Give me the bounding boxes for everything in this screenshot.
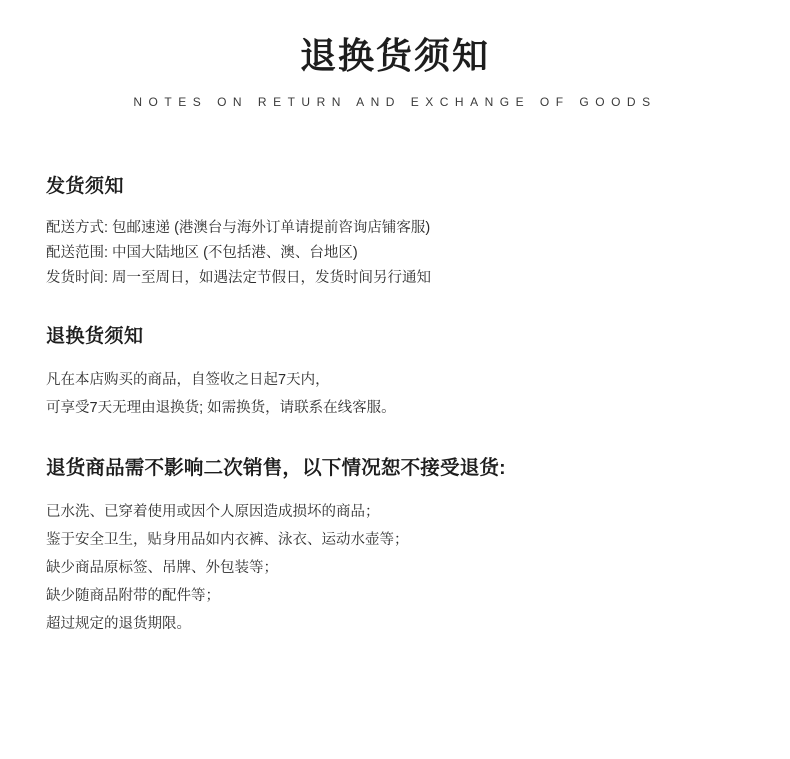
section-shipping-heading: 发货须知 bbox=[46, 176, 125, 198]
text-line: 缺少商品原标签、吊牌、外包装等； bbox=[46, 560, 278, 577]
section-shipping bbox=[46, 171, 746, 291]
text-line: 缺少随商品附带的配件等； bbox=[46, 588, 220, 605]
text-line: 可享受7天无理由退换货; 如需换货，请联系在线客服。 bbox=[46, 400, 396, 417]
text-line: 配送方式: 包邮速递 (港澳台与海外订单请提前咨询店铺客服) bbox=[46, 220, 431, 237]
text-line: 发货时间: 周一至周日，如遇法定节假日，发货时间另行通知 bbox=[46, 270, 432, 287]
text-line: 已水洗、已穿着使用或因个人原因造成损坏的商品； bbox=[46, 504, 380, 521]
text-line: 凡在本店购买的商品，自签收之日起7天内， bbox=[46, 372, 330, 389]
section-return-exchange-lines bbox=[46, 366, 746, 422]
section-return-exchange bbox=[46, 321, 746, 422]
section-return-exchange-heading: 退换货须知 bbox=[46, 326, 144, 348]
section-non-returnable-heading: 退货商品需不影响二次销售，以下情况恕不接受退货: bbox=[46, 457, 506, 480]
page-header bbox=[0, 0, 790, 109]
page-title: 退换货须知 bbox=[299, 35, 490, 76]
page-subtitle: NOTES ON RETURN AND EXCHANGE OF GOODS bbox=[133, 95, 657, 110]
section-non-returnable-lines bbox=[46, 498, 746, 638]
policy-content bbox=[0, 171, 790, 638]
text-line: 超过规定的退货期限。 bbox=[46, 616, 191, 633]
section-non-returnable bbox=[46, 452, 746, 638]
text-line: 配送范围: 中国大陆地区 (不包括港、澳、台地区) bbox=[46, 245, 358, 262]
text-line: 鉴于安全卫生，贴身用品如内衣裤、泳衣、运动水壶等； bbox=[46, 532, 409, 549]
section-shipping-lines bbox=[46, 216, 746, 291]
